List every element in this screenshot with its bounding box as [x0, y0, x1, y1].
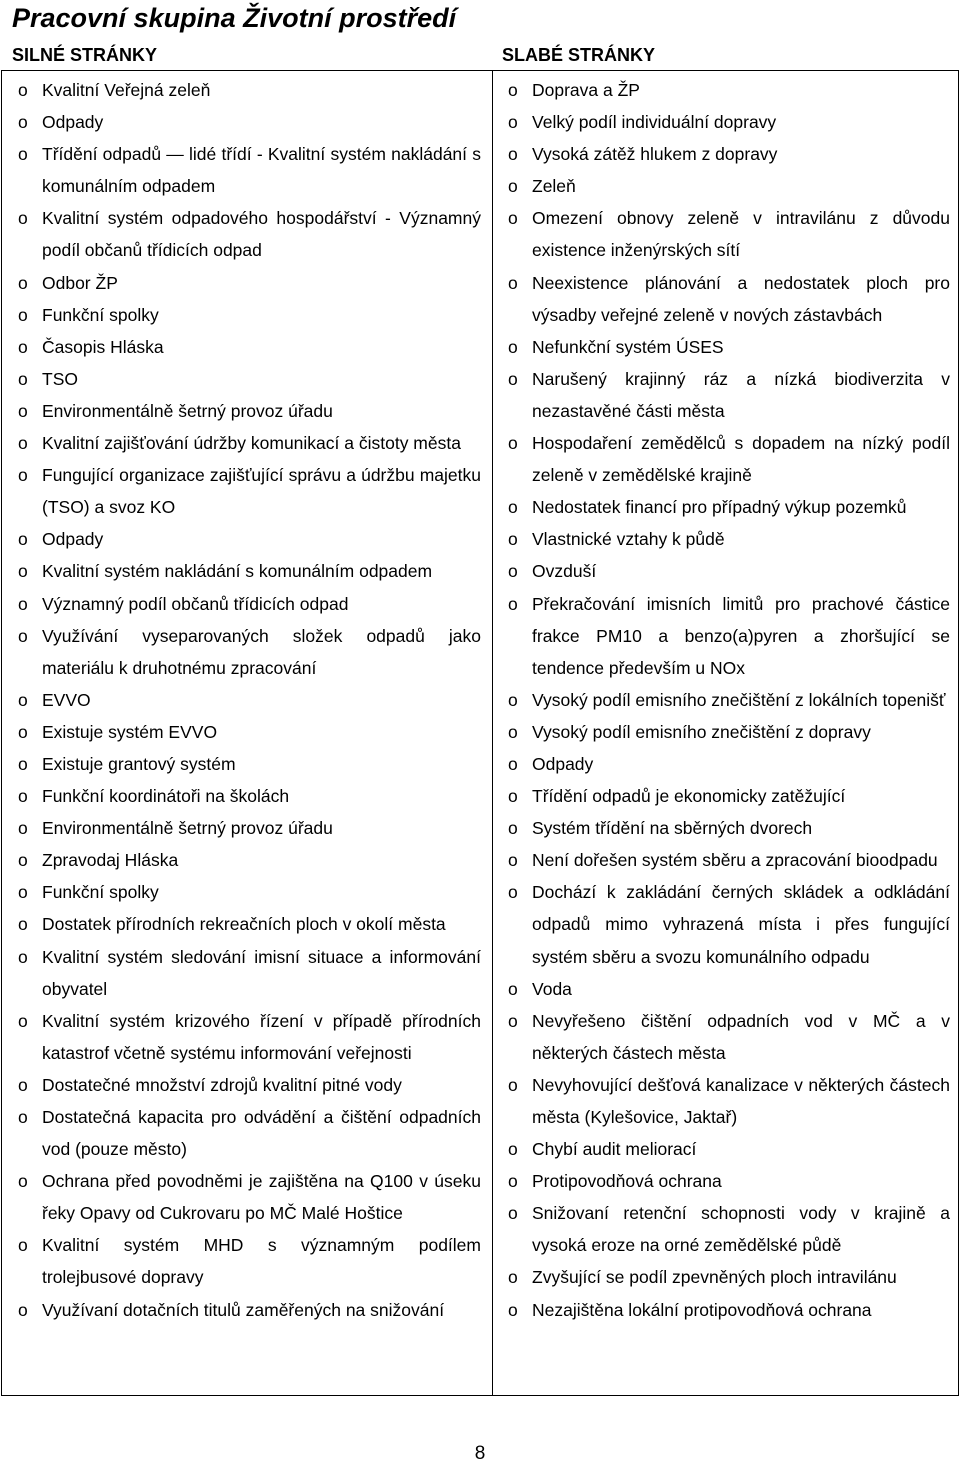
weakness-text: Dochází k zakládání černých skládek a odkládání odpadů mimo vyhrazená místa i přes fungující systém sběru a svozu komunálního odpadu — [532, 882, 950, 967]
strength-text: Kvalitní systém nakládání s komunálním odpadem — [42, 561, 433, 582]
strength-text: Dostatečná kapacita pro odvádění a čištění odpadních vod (pouze město) — [42, 1107, 481, 1160]
bullet-marker: o — [18, 914, 28, 935]
weakness-item — [508, 74, 950, 106]
bullet-marker: o — [18, 721, 28, 742]
bullet-marker: o — [508, 721, 518, 742]
bullet-marker: o — [18, 1299, 28, 1320]
bullet-marker: o — [508, 850, 518, 871]
weakness-item — [508, 202, 950, 266]
bullet-marker: o — [508, 368, 518, 389]
weakness-text: Systém třídění na sběrných dvorech — [532, 818, 813, 839]
swot-table — [1, 70, 959, 1396]
weakness-item — [508, 812, 950, 844]
weakness-text: Překračování imisních limitů pro prachové částice frakce PM10 a benzo(a)pyren a zhoršující se tendence především u NOx — [532, 593, 950, 678]
weakness-item — [508, 748, 950, 780]
strength-text: Funkční spolky — [42, 304, 159, 325]
bullet-marker: o — [508, 786, 518, 807]
strength-item — [18, 395, 481, 427]
bullet-marker: o — [18, 882, 28, 903]
strength-text: Kvalitní systém odpadového hospodářství - Významný podíl občanů třídicích odpad — [42, 208, 481, 261]
bullet-marker: o — [18, 818, 28, 839]
weakness-item — [508, 331, 950, 363]
bullet-marker: o — [18, 689, 28, 710]
weakness-text: Nevyřešeno čištění odpadních vod v MČ a v některých částech města — [532, 1010, 950, 1063]
strength-item — [18, 716, 481, 748]
strength-text: Ochrana před povodněmi je zajištěna na Q100 v úseku řeky Opavy od Cukrovaru po MČ Malé Hoštice — [42, 1171, 481, 1224]
weakness-item — [508, 780, 950, 812]
weakness-text: Voda — [532, 978, 572, 999]
bullet-marker: o — [18, 753, 28, 774]
bullet-marker: o — [18, 850, 28, 871]
strength-text: Existuje systém EVVO — [42, 721, 218, 742]
weakness-text: Neexistence plánování a nedostatek ploch pro výsadby veřejné zeleně v nových zástavbách — [532, 272, 950, 325]
strength-text: Funkční koordinátoři na školách — [42, 786, 290, 807]
weakness-item — [508, 844, 950, 876]
weakness-text: Třídění odpadů je ekonomicky zatěžující — [532, 786, 846, 807]
weakness-text: Není dořešen systém sběru a zpracování bioodpadu — [532, 850, 938, 871]
bullet-marker: o — [508, 1267, 518, 1288]
bullet-marker: o — [508, 1074, 518, 1095]
strength-text: Odpady — [42, 112, 104, 133]
bullet-marker: o — [18, 80, 28, 100]
weakness-text: Nezajištěna lokální protipovodňová ochrana — [532, 1299, 872, 1320]
strength-text: Časopis Hláska — [42, 336, 164, 357]
strength-text: Odbor ŽP — [42, 272, 118, 293]
bullet-marker: o — [18, 529, 28, 550]
strength-item — [18, 941, 481, 1005]
bullet-marker: o — [508, 1010, 518, 1031]
strength-item — [18, 1005, 481, 1069]
bullet-marker: o — [508, 882, 518, 903]
weakness-text: Chybí audit meliorací — [532, 1139, 697, 1160]
bullet-marker: o — [18, 1074, 28, 1095]
strength-item — [18, 780, 481, 812]
weakness-item — [508, 106, 950, 138]
strength-item — [18, 1069, 481, 1101]
bullet-marker: o — [508, 753, 518, 774]
strength-item — [18, 908, 481, 940]
weakness-item — [508, 138, 950, 170]
weakness-item — [508, 716, 950, 748]
weakness-text: Hospodaření zemědělců s dopadem na nízký podíl zeleně v zemědělské krajině — [532, 433, 950, 486]
strength-item — [18, 523, 481, 555]
strength-text: Dostatek přírodních rekreačních ploch v okolí města — [42, 914, 446, 935]
strength-item — [18, 1229, 481, 1293]
bullet-marker: o — [18, 1171, 28, 1192]
weakness-item — [508, 588, 950, 684]
strength-text: Funkční spolky — [42, 882, 159, 903]
bullet-marker: o — [18, 946, 28, 967]
strength-item — [18, 1165, 481, 1229]
strength-text: Kvalitní zajišťování údržby komunikací a čistoty města — [42, 433, 461, 454]
weakness-text: Nevyhovující dešťová kanalizace v některých částech města (Kylešovice, Jaktař) — [532, 1074, 950, 1127]
bullet-marker: o — [508, 1203, 518, 1224]
bullet-marker: o — [18, 1107, 28, 1127]
weakness-item — [508, 555, 950, 587]
bullet-marker: o — [508, 80, 518, 100]
strength-text: Environmentálně šetrný provoz úřadu — [42, 818, 333, 839]
strength-item — [18, 620, 481, 684]
bullet-marker: o — [18, 272, 28, 293]
weakness-item — [508, 427, 950, 491]
bullet-marker: o — [508, 144, 518, 165]
strength-item — [18, 138, 481, 202]
strength-item — [18, 1101, 481, 1165]
strength-item — [18, 812, 481, 844]
strength-item — [18, 459, 481, 523]
bullet-marker: o — [508, 529, 518, 550]
weakness-item — [508, 1197, 950, 1261]
bullet-marker: o — [508, 1299, 518, 1320]
bullet-marker: o — [508, 689, 518, 710]
weakness-text: Ovzduší — [532, 561, 597, 582]
strength-text: EVVO — [42, 689, 91, 710]
weakness-text: Nedostatek financí pro případný výkup pozemků — [532, 497, 907, 518]
bullet-marker: o — [18, 208, 28, 229]
strength-item — [18, 684, 481, 716]
weakness-item — [508, 1294, 950, 1326]
strength-text: Využívání vyseparovaných složek odpadů jako materiálu k druhotnému zpracování — [42, 625, 481, 678]
weakness-text: Doprava a ŽP — [532, 80, 640, 100]
weakness-text: Vysoká zátěž hlukem z dopravy — [532, 144, 778, 165]
strength-text: Environmentálně šetrný provoz úřadu — [42, 400, 333, 421]
weaknesses-header: SLABÉ STRÁNKY — [502, 45, 656, 65]
strengths-list — [18, 74, 481, 1326]
weakness-text: Vlastnické vztahy k půdě — [532, 529, 725, 550]
strength-item — [18, 363, 481, 395]
bullet-marker: o — [508, 433, 518, 454]
bullet-marker: o — [508, 336, 518, 357]
weakness-text: Protipovodňová ochrana — [532, 1171, 722, 1192]
bullet-marker: o — [508, 561, 518, 582]
weakness-text: Narušený krajinný ráz a nízká biodiverzita v nezastavěné části města — [532, 368, 950, 421]
bullet-marker: o — [508, 176, 518, 197]
bullet-marker: o — [18, 336, 28, 357]
strength-text: Kvalitní systém krizového řízení v případě přírodních katastrof včetně systému informování veřejnosti — [42, 1010, 481, 1063]
weakness-item — [508, 1069, 950, 1133]
bullet-marker: o — [508, 208, 518, 229]
weakness-item — [508, 973, 950, 1005]
weakness-item — [508, 1261, 950, 1293]
strength-text: Třídění odpadů — lidé třídí - Kvalitní systém nakládání s komunálním odpadem — [42, 144, 481, 197]
weakness-item — [508, 684, 950, 716]
strengths-header: SILNÉ STRÁNKY — [12, 45, 158, 65]
strength-item — [18, 844, 481, 876]
bullet-marker: o — [508, 1139, 518, 1160]
weakness-item — [508, 1005, 950, 1069]
weakness-item — [508, 170, 950, 202]
weakness-item — [508, 876, 950, 972]
bullet-marker: o — [18, 561, 28, 582]
weakness-text: Vysoký podíl emisního znečištění z dopravy — [532, 721, 871, 742]
strength-item — [18, 299, 481, 331]
bullet-marker: o — [18, 400, 28, 421]
strength-text: Kvalitní systém sledování imisní situace a informování obyvatel — [42, 946, 481, 999]
strength-item — [18, 331, 481, 363]
bullet-marker: o — [508, 593, 518, 614]
strength-text: Kvalitní systém MHD s významným podílem trolejbusové dopravy — [42, 1235, 481, 1288]
strength-item — [18, 267, 481, 299]
page-number: 8 — [474, 1443, 486, 1464]
strength-text: Významný podíl občanů třídicích odpad — [42, 593, 349, 614]
bullet-marker: o — [18, 786, 28, 807]
bullet-marker: o — [18, 1235, 28, 1256]
bullet-marker: o — [18, 593, 28, 614]
bullet-marker: o — [18, 625, 28, 646]
strength-item — [18, 876, 481, 908]
strength-item — [18, 555, 481, 587]
column-divider — [492, 71, 493, 1395]
bullet-marker: o — [18, 144, 28, 165]
strength-item — [18, 1294, 481, 1326]
bullet-marker: o — [508, 978, 518, 999]
strength-text: Fungující organizace zajišťující správu a údržbu majetku (TSO) a svoz KO — [42, 465, 481, 518]
bullet-marker: o — [508, 818, 518, 839]
weakness-item — [508, 267, 950, 331]
bullet-marker: o — [18, 304, 28, 325]
bullet-marker: o — [18, 433, 28, 454]
strength-item — [18, 202, 481, 266]
weakness-item — [508, 1165, 950, 1197]
strength-text: Existuje grantový systém — [42, 753, 236, 774]
weakness-text: Zvyšující se podíl zpevněných ploch intravilánu — [532, 1267, 897, 1288]
strength-item — [18, 748, 481, 780]
weakness-item — [508, 491, 950, 523]
weakness-item — [508, 1133, 950, 1165]
weakness-text: Velký podíl individuální dopravy — [532, 112, 777, 133]
bullet-marker: o — [18, 112, 28, 133]
strength-item — [18, 74, 481, 106]
weakness-text: Zeleň — [532, 176, 576, 197]
strength-item — [18, 588, 481, 620]
strength-item — [18, 106, 481, 138]
bullet-marker: o — [18, 368, 28, 389]
strength-item — [18, 427, 481, 459]
weakness-text: Odpady — [532, 753, 594, 774]
bullet-marker: o — [508, 1171, 518, 1192]
bullet-marker: o — [508, 112, 518, 133]
weakness-text: Omezení obnovy zeleně v intravilánu z důvodu existence inženýrských sítí — [532, 208, 950, 261]
strength-text: Odpady — [42, 529, 104, 550]
weakness-text: Nefunkční systém ÚSES — [532, 336, 724, 357]
bullet-marker: o — [18, 465, 28, 486]
strength-text: Kvalitní Veřejná zeleň — [42, 80, 211, 100]
bullet-marker: o — [508, 272, 518, 293]
strength-text: Zpravodaj Hláska — [42, 850, 179, 871]
weakness-text: Snižovaní retenční schopnosti vody v krajině a vysoká eroze na orné zemědělské půdě — [532, 1203, 950, 1256]
strength-text: Dostatečné množství zdrojů kvalitní pitné vody — [42, 1074, 402, 1095]
strength-text: Využívaní dotačních titulů zaměřených na snižování — [42, 1299, 445, 1320]
page-title: Pracovní skupina Životní prostředí — [12, 3, 457, 33]
weakness-item — [508, 363, 950, 427]
weakness-text: Vysoký podíl emisního znečištění z lokálních topenišť — [532, 689, 946, 710]
weaknesses-list — [508, 74, 950, 1326]
bullet-marker: o — [18, 1010, 28, 1031]
strength-text: TSO — [42, 368, 78, 389]
bullet-marker: o — [508, 497, 518, 518]
weakness-item — [508, 523, 950, 555]
